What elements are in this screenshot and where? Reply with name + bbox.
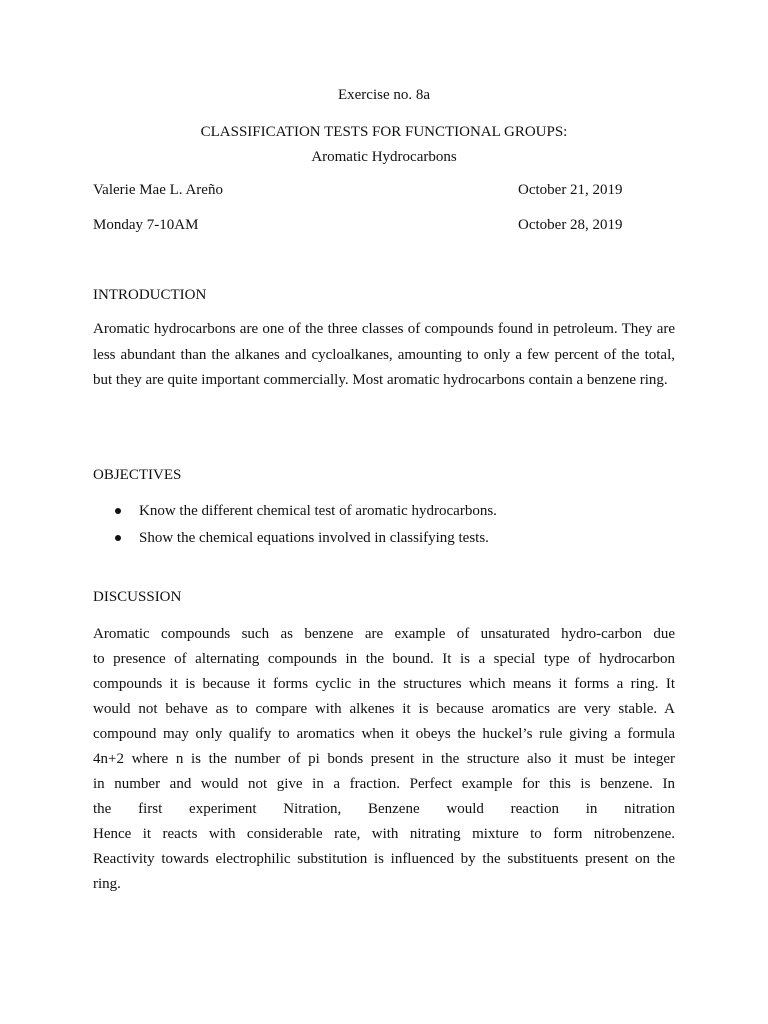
discussion-line: compound may only qualify to aromatics when it obeys the huckel’s rule giving a formula bbox=[93, 726, 675, 742]
discussion-line: Reactivity towards electrophilic substitution is influenced by the substituents present on the bbox=[93, 851, 675, 867]
document-title: CLASSIFICATION TESTS FOR FUNCTIONAL GROUPS: bbox=[200, 124, 568, 140]
introduction-heading: INTRODUCTION bbox=[93, 287, 207, 303]
discussion-line: in number and would not give in a fraction. Perfect example for this is benzene. In bbox=[93, 776, 675, 792]
objective-text: Know the different chemical test of aromatic hydrocarbons. bbox=[139, 503, 497, 519]
exercise-number: Exercise no. 8a bbox=[337, 87, 431, 103]
discussion-line: Hence it reacts with considerable rate, with nitrating mixture to form nitrobenzene. bbox=[93, 826, 675, 842]
objectives-heading: OBJECTIVES bbox=[93, 467, 182, 483]
document-subtitle: Aromatic Hydrocarbons bbox=[311, 149, 457, 165]
author-name: Valerie Mae L. Areño bbox=[93, 182, 223, 198]
discussion-line: to presence of alternating compounds in the bound. It is a special type of hydrocarbon bbox=[93, 651, 675, 667]
bullet-icon bbox=[115, 535, 121, 541]
introduction-paragraph bbox=[93, 317, 675, 394]
discussion-line: 4n+2 where n is the number of pi bonds present in the structure also it must be integer bbox=[93, 751, 675, 767]
discussion-line: Aromatic compounds such as benzene are example of unsaturated hydro-carbon due bbox=[93, 626, 675, 642]
discussion-line: would not behave as to compare with alkenes it is because aromatics are very stable. A bbox=[93, 701, 675, 717]
discussion-line: compounds it is because it forms cyclic in the structures which means it forms a ring. It bbox=[93, 676, 675, 692]
discussion-line: ring. bbox=[93, 876, 121, 892]
objectives-list bbox=[93, 502, 497, 556]
list-item bbox=[93, 502, 497, 529]
discussion-heading: DISCUSSION bbox=[93, 589, 182, 605]
schedule: Monday 7-10AM bbox=[93, 217, 199, 233]
date-submitted: October 28, 2019 bbox=[518, 217, 623, 233]
objective-text: Show the chemical equations involved in classifying tests. bbox=[139, 530, 489, 546]
discussion-line: the first experiment Nitration, Benzene would reaction in nitration bbox=[93, 801, 675, 817]
date-performed: October 21, 2019 bbox=[518, 182, 623, 198]
introduction-text: Aromatic hydrocarbons are one of the three classes of compounds found in petroleum. They are less abundant than the alkanes and cycloalkanes, amounting to only a few percent of the total, but they are quite important commercially. Most aromatic hydrocarbons contain a benzene ring. bbox=[93, 321, 675, 388]
list-item bbox=[93, 529, 497, 556]
bullet-icon bbox=[115, 508, 121, 514]
